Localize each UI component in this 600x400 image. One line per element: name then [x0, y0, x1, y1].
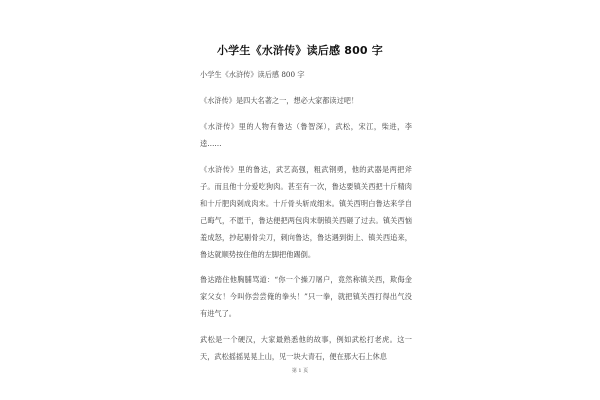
page-number: 第 1 页	[291, 368, 309, 374]
document-title: 小学生《水浒传》读后感 800 字	[216, 44, 384, 57]
paragraph-1: 《水浒传》是四大名著之一，想必大家都读过吧！	[200, 96, 359, 105]
document-body	[200, 66, 412, 365]
paragraph-2: 《水浒传》里的人物有鲁达（鲁智深），武松，宋江，柴进，李逵……	[200, 122, 412, 148]
paragraph-3: 《水浒传》里的鲁达，武艺高强，粗武钢勇，他的武器是两把斧子。而且他十分爱吃狗肉。甚至有一次，鲁达要镇关西把十斤精肉和十斤肥肉剁成肉末。十斤骨头斩成细末。镇关西明白鲁达来学自己晦气，不愿干，鲁达便把两包肉末朝镇关西砸了过去。镇关西恼羞成怒，抄起剔骨尖刀，刺向鲁达，鲁达遇到街上、镇关西追来，鲁达就顺势按住他的左脚把他踢倒。	[200, 165, 412, 259]
paragraph-4: 鲁达踏住他胸脯骂道：“你一个操刀屠户，竟然称镇关西，欺侮金家父女！今叫你尝尝俺的拳头！”只一拳，就把镇关西打得出气没有进气了。	[200, 275, 412, 318]
paragraph-5: 武松是一个硬汉，大家最熟悉他的故事，例如武松打老虎。这一天，武松摇摇晃晃上山，见一块大青石，便在那大石上休息	[200, 335, 412, 361]
document-subtitle: 小学生《水浒传》读后感 800 字	[200, 70, 305, 79]
